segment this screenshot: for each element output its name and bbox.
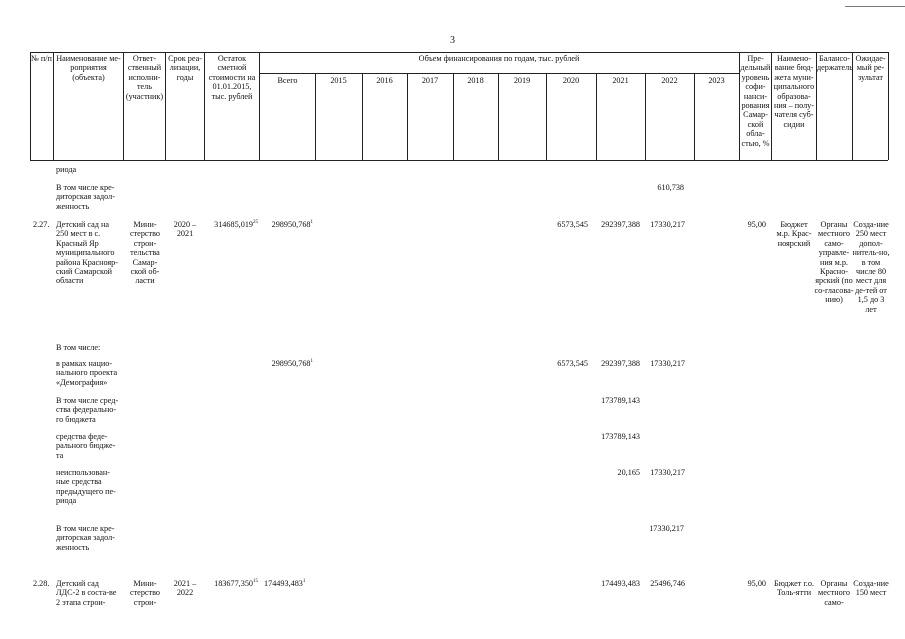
row-name: В том числе кре-диторская задол-женность (56, 524, 115, 552)
header-year: 2022 (661, 76, 678, 85)
cell-2022: 610,738 (657, 183, 684, 192)
total-footnote: 1 (310, 359, 313, 364)
row-name: Детский сад на 250 мест в с. Красный Яр муниципального района Краснояр-ский Самарской области (56, 220, 118, 286)
col-line (259, 52, 260, 160)
row-name: в рамках нацио-нального проекта «Демография» (56, 359, 118, 387)
row-name: В том числе кре-диторская задол-женность (56, 183, 115, 211)
row-result: Созда-ние 250 мест допол-нитель-но, в том числе 80 мест для де-тей от 1,5 до 3 лет (852, 220, 890, 314)
cell-2021: 173789,143 (601, 396, 640, 405)
header-holder: Балансо-держатель (817, 54, 854, 73)
col-line (596, 73, 597, 160)
row-holder: Органы местного само- (818, 579, 850, 607)
cell-rest (205, 220, 258, 229)
row-holder: Органы местного само-управле-ния м.р. Красно-ярский (по со-гласова-нию) (814, 220, 854, 305)
col-line (30, 52, 31, 160)
header-year: 2020 (562, 76, 580, 85)
header-name: Наименование ме-роприятия (объекта) (56, 54, 121, 82)
header-top-border (30, 52, 888, 53)
row-term: 2020 – 2021 (173, 220, 197, 239)
header-year: 2015 (330, 76, 347, 85)
rest-value: 183677,350 (214, 579, 253, 588)
cell-rest (205, 579, 258, 588)
rest-value: 314685,019 (214, 220, 253, 229)
cell-2022: 17330,217 (650, 468, 685, 477)
row-name: Детский сад ЛДС-2 в соста-ве 2 этапа строи- (56, 579, 117, 607)
cell-2022: 17330,217 (650, 359, 685, 368)
cell-limit: 95,00 (747, 220, 766, 229)
row-responsible: Мини-стерство строи-тельства Самар-ской об-ласти (129, 220, 161, 286)
rest-footnote: 15 (253, 579, 258, 584)
row-name: неиспользован-ные средства предыдущего пе-риода (56, 468, 116, 506)
header-year: 2019 (513, 76, 531, 85)
row-name: средства феде-рального бюдже-та (56, 432, 116, 460)
cell-total (260, 220, 313, 229)
total-footnote: 1 (302, 579, 306, 584)
header-year: 2023 (708, 76, 725, 85)
cell-2020: 6573,545 (557, 359, 588, 368)
header-limit: Пре-дельный уровень софи-нанси-рования Самар-ской обла-стью, % (740, 54, 771, 148)
col-line (315, 73, 316, 160)
cell-2022: 25496,746 (650, 579, 685, 588)
row-recipient: Бюджет м.р. Крас-ноярский (776, 220, 812, 248)
page-number: 3 (450, 35, 455, 46)
cell-2021: 174493,483 (601, 579, 640, 588)
col-line (694, 73, 695, 160)
page-edge-line (845, 6, 905, 7)
header-total: Всего (277, 76, 298, 85)
cell-total (264, 579, 317, 588)
col-line (498, 73, 499, 160)
header-result: Ожидае-мый ре-зультат (855, 54, 886, 82)
row-number: 2.28. (33, 579, 50, 588)
total-value: 174493,483 (264, 579, 303, 588)
header-year: 2017 (421, 76, 439, 85)
cell-2021: 173789,143 (601, 432, 640, 441)
header-year: 2018 (467, 76, 484, 85)
header-term: Срок реа-лизации, годы (168, 54, 202, 82)
row-term: 2021 – 2022 (173, 579, 197, 598)
col-line (407, 73, 408, 160)
header-responsible: Ответ-ственный исполни-тель (участник) (125, 54, 164, 101)
header-finance: Объем финансирования по годам, тыс. рублей (418, 54, 580, 63)
header-year: 2021 (612, 76, 629, 85)
header-num: № п/п (31, 54, 52, 63)
rest-footnote: 25 (253, 220, 258, 225)
cell-total (260, 359, 313, 368)
total-value: 298950,768 (271, 220, 311, 229)
cell-2022: 17330,217 (650, 220, 685, 229)
total-footnote: 1 (310, 220, 313, 225)
header-rest: Остаток сметной стоимости на 01.01.2015, тыс. рублей (208, 54, 256, 101)
header-year: 2016 (376, 76, 393, 85)
header-subline (259, 73, 739, 74)
row-responsible: Мини-стерство строи- (129, 579, 161, 607)
row-result: Созда-ние 150 мест (853, 579, 889, 598)
row-number: 2.27. (33, 220, 50, 229)
header-recipient: Наимено-вание бюд-жета муни-ципального образова-ния – полу-чателя суб-сидии (773, 54, 815, 129)
row-recipient: Бюджет г.о. Толь-ятти (774, 579, 814, 598)
cell-2021: 292397,388 (601, 359, 640, 368)
col-line (362, 73, 363, 160)
total-value: 298950,768 (271, 359, 311, 368)
col-line (546, 73, 547, 160)
cell-2020: 6573,545 (557, 220, 588, 229)
row-name: риода (56, 165, 77, 174)
cell-2021: 292397,388 (601, 220, 640, 229)
header-bottom-border (30, 160, 888, 161)
col-line (53, 52, 54, 160)
col-line (453, 73, 454, 160)
cell-limit: 95,00 (747, 579, 766, 588)
cell-2022: 17330,217 (649, 524, 684, 533)
col-line (888, 52, 889, 160)
row-name: В том числе сред-ства федерально-го бюджета (56, 396, 119, 424)
row-name: В том числе: (56, 343, 101, 352)
col-line (645, 73, 646, 160)
cell-2021: 20,165 (617, 468, 640, 477)
